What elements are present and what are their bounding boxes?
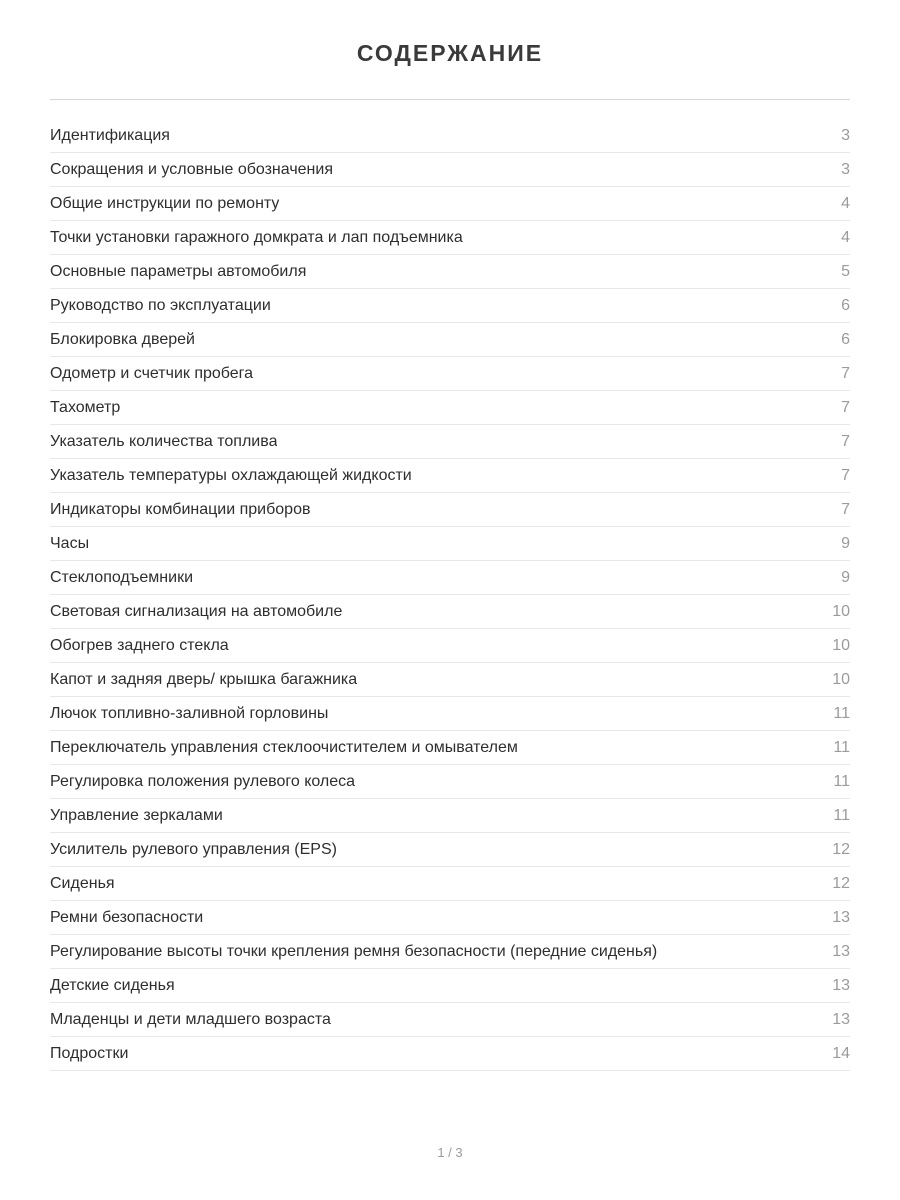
- toc-row: [50, 153, 850, 187]
- toc-row: [50, 867, 850, 901]
- toc-entry-label: Общие инструкции по ремонту: [50, 194, 280, 212]
- toc-entry-label: Указатель температуры охлаждающей жидкости: [50, 466, 412, 484]
- toc-entry-label: Регулировка положения рулевого колеса: [50, 772, 356, 790]
- toc-entry-label: Основные параметры автомобиля: [50, 262, 307, 280]
- toc-entry-label: Лючок топливно-заливной горловины: [50, 704, 329, 722]
- toc-entry-page: 4: [841, 228, 850, 246]
- title-divider: [50, 99, 850, 100]
- toc-entry-label: Блокировка дверей: [50, 330, 195, 348]
- toc-entry-page: 12: [832, 874, 850, 892]
- toc-entry-page: 11: [833, 772, 850, 790]
- toc-entry-page: 14: [832, 1044, 850, 1062]
- toc-entry-page: 13: [832, 976, 850, 994]
- toc-entry-page: 11: [833, 806, 850, 824]
- toc-entry-label: Сокращения и условные обозначения: [50, 160, 333, 178]
- toc-row: [50, 119, 850, 153]
- toc-row: [50, 935, 850, 969]
- toc-entry-page: 5: [841, 262, 850, 280]
- toc-entry-page: 3: [841, 160, 850, 178]
- toc-entry-label: Индикаторы комбинации приборов: [50, 500, 311, 518]
- toc-entry-page: 7: [841, 364, 850, 382]
- toc-row: [50, 289, 850, 323]
- toc-entry-page: 13: [832, 942, 850, 960]
- toc-row: [50, 629, 850, 663]
- toc-row: [50, 425, 850, 459]
- page-number-indicator: 1 / 3: [437, 1145, 463, 1160]
- toc-entry-label: Руководство по эксплуатации: [50, 296, 271, 314]
- toc-entry-page: 7: [841, 432, 850, 450]
- toc-entry-label: Детские сиденья: [50, 976, 175, 994]
- toc-row: [50, 391, 850, 425]
- toc-entry-label: Обогрев заднего стекла: [50, 636, 229, 654]
- toc-entry-page: 6: [841, 330, 850, 348]
- toc-entry-page: 11: [833, 704, 850, 722]
- toc-entry-page: 7: [841, 500, 850, 518]
- toc-entry-label: Подростки: [50, 1044, 129, 1062]
- toc-entry-label: Стеклоподъемники: [50, 568, 193, 586]
- toc-entry-label: Световая сигнализация на автомобиле: [50, 602, 343, 620]
- toc-row: [50, 799, 850, 833]
- toc-row: [50, 1003, 850, 1037]
- toc-entry-label: Усилитель рулевого управления (EPS): [50, 840, 337, 858]
- toc-entry-page: 12: [832, 840, 850, 858]
- toc-entry-label: Младенцы и дети младшего возраста: [50, 1010, 331, 1028]
- toc-entry-page: 7: [841, 398, 850, 416]
- toc-row: [50, 833, 850, 867]
- page-title: СОДЕРЖАНИЕ: [356, 40, 544, 66]
- toc-row: [50, 527, 850, 561]
- toc-row: [50, 765, 850, 799]
- toc-row: [50, 459, 850, 493]
- toc-row: [50, 969, 850, 1003]
- toc-entry-label: Часы: [50, 534, 90, 552]
- toc-entry-label: Управление зеркалами: [50, 806, 223, 824]
- toc-entry-page: 11: [833, 738, 850, 756]
- toc-row: [50, 731, 850, 765]
- toc-entry-page: 10: [832, 636, 850, 654]
- toc-entry-label: Точки установки гаражного домкрата и лап подъемника: [50, 228, 463, 246]
- toc-entry-page: 9: [841, 568, 850, 586]
- toc-entry-page: 10: [832, 670, 850, 688]
- toc-entry-page: 13: [832, 1010, 850, 1028]
- toc-entry-page: 7: [841, 466, 850, 484]
- toc-entry-label: Ремни безопасности: [50, 908, 204, 926]
- toc-entry-label: Переключатель управления стеклоочистителем и омывателем: [50, 738, 518, 756]
- toc-entry-label: Тахометр: [50, 398, 121, 416]
- toc-row: [50, 561, 850, 595]
- toc-row: [50, 187, 850, 221]
- toc-entry-label: Указатель количества топлива: [50, 432, 278, 450]
- toc-row: [50, 221, 850, 255]
- toc-row: [50, 323, 850, 357]
- toc-entry-label: Сиденья: [50, 874, 115, 892]
- toc-entry-page: 9: [841, 534, 850, 552]
- toc-entry-page: 6: [841, 296, 850, 314]
- toc-entry-label: Одометр и счетчик пробега: [50, 364, 254, 382]
- toc-list: [50, 119, 850, 1071]
- toc-row: [50, 357, 850, 391]
- toc-entry-page: 10: [832, 602, 850, 620]
- toc-entry-label: Идентификация: [50, 126, 170, 144]
- toc-entry-page: 4: [841, 194, 850, 212]
- toc-entry-label: Регулирование высоты точки крепления ремня безопасности (передние сиденья): [50, 942, 658, 960]
- toc-row: [50, 255, 850, 289]
- toc-entry-page: 13: [832, 908, 850, 926]
- toc-row: [50, 697, 850, 731]
- toc-entry-label: Капот и задняя дверь/ крышка багажника: [50, 670, 358, 688]
- toc-row: [50, 1037, 850, 1071]
- toc-row: [50, 901, 850, 935]
- toc-entry-page: 3: [841, 126, 850, 144]
- toc-row: [50, 663, 850, 697]
- toc-row: [50, 595, 850, 629]
- toc-row: [50, 493, 850, 527]
